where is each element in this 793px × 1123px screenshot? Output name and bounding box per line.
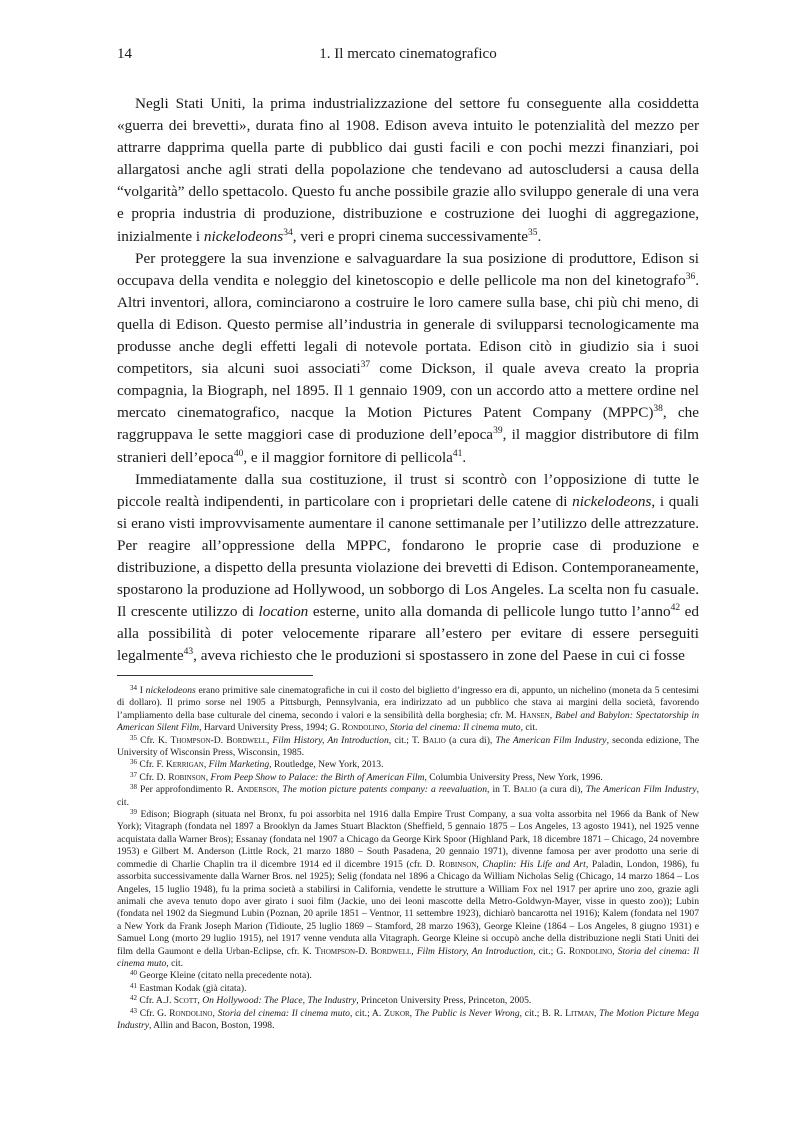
text-run: , Columbia University Press, New York, 1996. bbox=[424, 771, 603, 783]
paragraph bbox=[117, 248, 699, 469]
text-run-italic: Film History, An Introduction bbox=[272, 734, 389, 746]
footnote-divider bbox=[117, 675, 313, 676]
text-run: Cfr. A.J. bbox=[137, 995, 174, 1007]
footnote-number: 40 bbox=[130, 969, 137, 978]
text-run: , il maggior distributore di film stranieri dell’epoca bbox=[117, 426, 699, 466]
author-name: Anderson bbox=[236, 784, 277, 796]
author-name: Hansen bbox=[519, 709, 550, 721]
text-run: , bbox=[411, 945, 417, 957]
text-run-italic: Storia del cinema: Il cinema muto bbox=[389, 722, 521, 734]
author-name: Rondolino bbox=[169, 1007, 213, 1019]
footnote-number: 38 bbox=[130, 783, 137, 792]
footnote-number: 37 bbox=[130, 770, 137, 779]
text-run: , bbox=[593, 1007, 600, 1019]
author-name: Kerrigan bbox=[165, 759, 204, 771]
text-run: , seconda edizione, The University of Wisconsin Press, Wisconsin, 1985. bbox=[117, 734, 699, 759]
footnote-36 bbox=[117, 759, 699, 771]
text-run-italic: Film Marketing bbox=[208, 759, 270, 771]
footnote-ref-39[interactable]: 39 bbox=[493, 426, 503, 437]
text-run: , bbox=[549, 709, 556, 721]
footnote-37 bbox=[117, 772, 699, 784]
text-run: , cit.; T. bbox=[388, 734, 423, 746]
footnote-ref-35[interactable]: 35 bbox=[528, 227, 538, 238]
author-name: Robinson bbox=[438, 858, 477, 870]
text-run: Eastman Kodak (già citata). bbox=[137, 982, 247, 994]
text-run-italic: nickelodeons bbox=[203, 227, 284, 245]
text-run: , e il maggior fornitore di pellicola bbox=[243, 448, 453, 466]
text-run: come Dickson, il quale aveva creato la propria compagnia, la Biograph, nel 1895. Il 1 gennaio 1909, con un accordo atto a mettere ordine nel mercato cinematografico, nacque la Motion Pictures Patent Company (MPPC) bbox=[117, 360, 699, 422]
footnote-ref-36[interactable]: 36 bbox=[685, 271, 696, 282]
text-run: (a cura di), bbox=[536, 784, 586, 796]
text-run: , cit. bbox=[520, 722, 538, 734]
text-run: , che raggruppava le sette maggiori case di produzione dell’epoca bbox=[117, 404, 699, 444]
text-run: , in T. bbox=[487, 784, 514, 796]
page bbox=[117, 46, 699, 667]
footnote-ref-37[interactable]: 37 bbox=[360, 360, 371, 371]
text-run-italic: Film History, An Introduction bbox=[416, 945, 534, 957]
text-run: , bbox=[203, 759, 209, 771]
text-run-italic: location bbox=[258, 603, 309, 621]
author-name: Balio bbox=[422, 734, 446, 746]
footnote-number: 35 bbox=[130, 733, 137, 742]
text-run: , cit.; A. bbox=[349, 1007, 384, 1019]
text-run: Cfr. D. bbox=[137, 771, 169, 783]
text-run-italic: The American Film Industry bbox=[495, 734, 607, 746]
footnote-42 bbox=[117, 995, 699, 1007]
text-run: esterne, unito alla domanda di pellicole lungo tutto l’anno bbox=[308, 603, 671, 621]
text-run-italic: Chaplin: His Life and Art bbox=[482, 858, 586, 870]
footnote-38 bbox=[117, 784, 699, 809]
footnote-ref-34[interactable]: 34 bbox=[283, 227, 293, 238]
footnote-ref-42[interactable]: 42 bbox=[670, 603, 681, 614]
text-run: Immediatamente dalla sua costituzione, il trust si scontrò con l’opposizione di tutte le piccole realtà indipendenti, in particolare con i proprietari delle catene di bbox=[117, 470, 699, 510]
author-name: Rondolino bbox=[568, 945, 613, 957]
text-run: , aveva richiesto che le produzioni si spostassero in zone del Paese in cui ci fosse bbox=[193, 647, 685, 665]
text-run-italic: The Public is Never Wrong bbox=[414, 1007, 520, 1019]
text-run-italic: nickelodeons bbox=[145, 685, 196, 696]
footnote-ref-40[interactable]: 40 bbox=[233, 448, 244, 459]
text-run: Cfr. K. bbox=[137, 734, 171, 746]
text-run: , bbox=[205, 771, 211, 783]
footnote-ref-41[interactable]: 41 bbox=[452, 448, 463, 459]
text-run: (a cura di), bbox=[445, 734, 496, 746]
footnote-34 bbox=[117, 685, 699, 735]
text-run: George Kleine (citato nella precedente nota). bbox=[137, 970, 312, 982]
text-run: Negli Stati Uniti, la prima industrializzazione del settore fu conseguente alla cosiddetta «guerra dei brevetti», durata fino al 1908. Edison aveva intuito le potenzialità del mezzo per attrarre dapprima quella parte di pubblico dai gusti facili e con pochi mezzi finanziari, poi allargatosi anche agli strati della popolazione che tendevano ad autoscludersi a causa della “volgarità” dello spettacolo. Questo fu anche possibile grazie allo sviluppo generale di una vera e propria industria di produzione, distribuzione e costruzione dei luoghi di aggregazione, inizialmente i bbox=[117, 95, 699, 245]
text-run-italic: The motion picture patents company: a reevaluation bbox=[282, 784, 488, 796]
text-run: , cit. bbox=[166, 957, 184, 969]
text-run: , Harvard University Press, 1994; G. bbox=[199, 722, 342, 734]
author-name: Rondolino bbox=[341, 722, 385, 734]
text-run: , Routledge, New York, 2013. bbox=[269, 759, 384, 771]
text-run: Per proteggere la sua invenzione e salvaguardare la sua posizione di produttore, Edison si occupava della vendita e noleggio del kinetoscopio e delle pellicole ma non del kinetografo bbox=[117, 249, 699, 289]
text-run-italic: Storia del cinema: Il cinema muto bbox=[217, 1007, 350, 1019]
text-run: , bbox=[476, 858, 483, 870]
text-run: , veri e propri cinema successivamente bbox=[292, 227, 528, 245]
author-name: Zukor bbox=[383, 1007, 410, 1019]
footnote-41 bbox=[117, 983, 699, 995]
text-run-italic: The Motion Picture Mega Industry bbox=[117, 1007, 700, 1031]
body-text bbox=[117, 93, 699, 667]
footnote-39 bbox=[117, 809, 699, 970]
footnote-number: 41 bbox=[130, 981, 137, 990]
text-run: , bbox=[612, 945, 618, 957]
text-run: , bbox=[384, 722, 390, 734]
text-run-italic: nickelodeons bbox=[572, 492, 652, 510]
text-run: Per approfondimento R. bbox=[137, 784, 237, 796]
footnote-number: 36 bbox=[130, 758, 137, 767]
footnote-number: 43 bbox=[130, 1006, 137, 1015]
running-title: 1. Il mercato cinematografico bbox=[319, 46, 497, 62]
author-name: Robinson bbox=[168, 771, 206, 783]
text-run: , bbox=[212, 1007, 218, 1019]
text-run-italic: From Peep Show to Palace: the Birth of American Film bbox=[210, 771, 425, 783]
text-run: ed alla possibilità di poter velocemente riparare all’estero per evitare di essere perseguiti legalmente bbox=[117, 603, 699, 665]
footnote-number: 34 bbox=[130, 684, 137, 692]
text-run: , cit. bbox=[117, 784, 699, 808]
page-header bbox=[117, 46, 699, 68]
text-run: Cfr. F. bbox=[137, 759, 166, 771]
text-run: Cfr. G. bbox=[137, 1007, 170, 1019]
footnote-40 bbox=[117, 970, 699, 982]
text-run: , Allin and Bacon, Boston, 1998. bbox=[148, 1019, 275, 1031]
author-name: Thompson-D. Bordwell bbox=[314, 945, 412, 957]
text-run: Edison; Biograph (situata nel Bronx, fu poi assorbita nel 1916 dalla Empire Trust Company, a sua volta assorbita nel 1966 da Bank of New York); Vitagraph (fondata nel 1897 a Brooklyn da James Stuart Blackton (Sheffield, 5 gennaio 1875 – Los Angeles, 13 agosto 1941), nel 1925 venne acquistata dalla Warner Bros); Essanay (fondata nel 1907 a Chicago da George Kirk Spoor (Highland Park, 18 dicembre 1871 – Chicago, 24 novembre 1953) e Gilbert M. Anderson (Little Rock, 21 marzo 1880 – South Pasadena, 20 gennaio 1971), divenne famosa per aver prodotto una serie di commedie di Charlie Chaplin tra il dicembre 1914 ed il dicembre 1915 (cfr. D. bbox=[117, 809, 699, 870]
text-run: , Princeton University Press, Princeton, 2005. bbox=[356, 995, 532, 1007]
text-run: erano primitive sale cinematografiche in cui il costo del biglietto d’ingresso era di, appunto, un nichelino (moneta da 5 centesimi di dollaro). Il primo sorse nel 1905 a Pittsburgh, Pennsylvania, era indirizzato ad un pubblico che stava ai margini della società, favorendo l’ampliamento della base culturale del cinema, secondo i valori e la sensibilità della borghesia; cfr. M. bbox=[117, 685, 700, 721]
text-run: , cit.; B. R. bbox=[519, 1007, 566, 1019]
text-run-italic: On Hollywood: The Place, The Industry bbox=[202, 995, 357, 1007]
footnote-number: 39 bbox=[130, 808, 137, 817]
text-run: , bbox=[276, 784, 283, 796]
author-name: Balio bbox=[513, 784, 537, 796]
paragraph bbox=[117, 93, 699, 248]
text-run-italic: Storia del cinema: Il cinema muto bbox=[117, 945, 700, 969]
text-run: I bbox=[137, 685, 146, 696]
footnote-ref-38[interactable]: 38 bbox=[653, 404, 663, 415]
footnote-ref-43[interactable]: 43 bbox=[183, 647, 194, 658]
author-name: Scott bbox=[173, 995, 198, 1007]
author-name: Thompson-D. Bordwell bbox=[170, 734, 267, 746]
text-run-italic: The American Film Industry bbox=[585, 784, 697, 796]
paragraph bbox=[117, 469, 699, 668]
text-run: , bbox=[197, 995, 203, 1007]
text-run: . Altri inventori, allora, cominciarono a costruire le loro camere sulla base, chi più chi meno, di quella di Edison. Questo permise all’industria in generale di svilupparsi tecnologicamente ma produsse anche degli effetti legali di notevole portata. Edison citò in giudizio sia i suoi competitors, sia alcuni suoi associati bbox=[117, 271, 699, 378]
text-run-italic: Babel and Babylon: Spectatorship in American Silent Film bbox=[117, 709, 699, 734]
text-run: , i quali si erano visti improvvisamente aumentare il canone settimanale per l’utilizzo delle attrezzature. Per reagire all’oppressione della MPPC, fondarono le proprie case di produzione e distribuzione, a dispetto della presunta violazione dei brevetti di Edison. Contemporaneamente, spostarono la produzione ad Hollywood, un sobborgo di Los Angeles. La scelta non fu casuale. Il crescente utilizzo di bbox=[117, 492, 700, 621]
footnotes bbox=[117, 685, 699, 1032]
page-number: 14 bbox=[117, 46, 132, 62]
text-run: , bbox=[409, 1007, 415, 1019]
text-run: , bbox=[266, 734, 273, 746]
author-name: Litman bbox=[565, 1007, 594, 1019]
footnote-number: 42 bbox=[130, 994, 137, 1003]
footnote-43 bbox=[117, 1008, 699, 1033]
text-run: . bbox=[537, 227, 542, 245]
text-run: . bbox=[462, 448, 467, 466]
text-run: , Paladin, London, 1986), fu assorbita successivamente dalla Warner Bros. nel 1925); Selig (fondata nel 1896 a Chicago da William Nicholas Selig (Chicago, 14 marzo 1864 – Los Angeles, 15 luglio 1948), fu la prima società a stabilirsi in California, vendette le strutture a William Fox nel 1917 per aprire uno zoo, grazie agli animali che aveva tenuto dopo aver girato i suoi film (Jackie, uno dei leoni mascotte della Metro-Goldwyn-Mayer, visse in questo zoo)); Lubin (fondata nel 1902 da Siegmund Lubin (Poznan, 20 aprile 1851 – Ventnor, 11 settembre 1923), dichiarò bancarotta nel 1916); Kalem (fondata nel 1907 a New York da Frank Joseph Marion (Tidioute, 25 luglio 1869 – Stamford, 28 marzo 1963), George Kleine (1864 – Los Angeles, 8 giugno 1931) e Samuel Long (morto 29 luglio 1915), nel 1917 venne venduta alla Vitagraph. George Kleine si occupò anche della distribuzione negli Stati Uniti dei film della Gaumont e della Urban-Eclipse, cfr. K. bbox=[117, 858, 700, 957]
text-run: , cit.; G. bbox=[533, 945, 569, 957]
footnote-35 bbox=[117, 735, 699, 760]
